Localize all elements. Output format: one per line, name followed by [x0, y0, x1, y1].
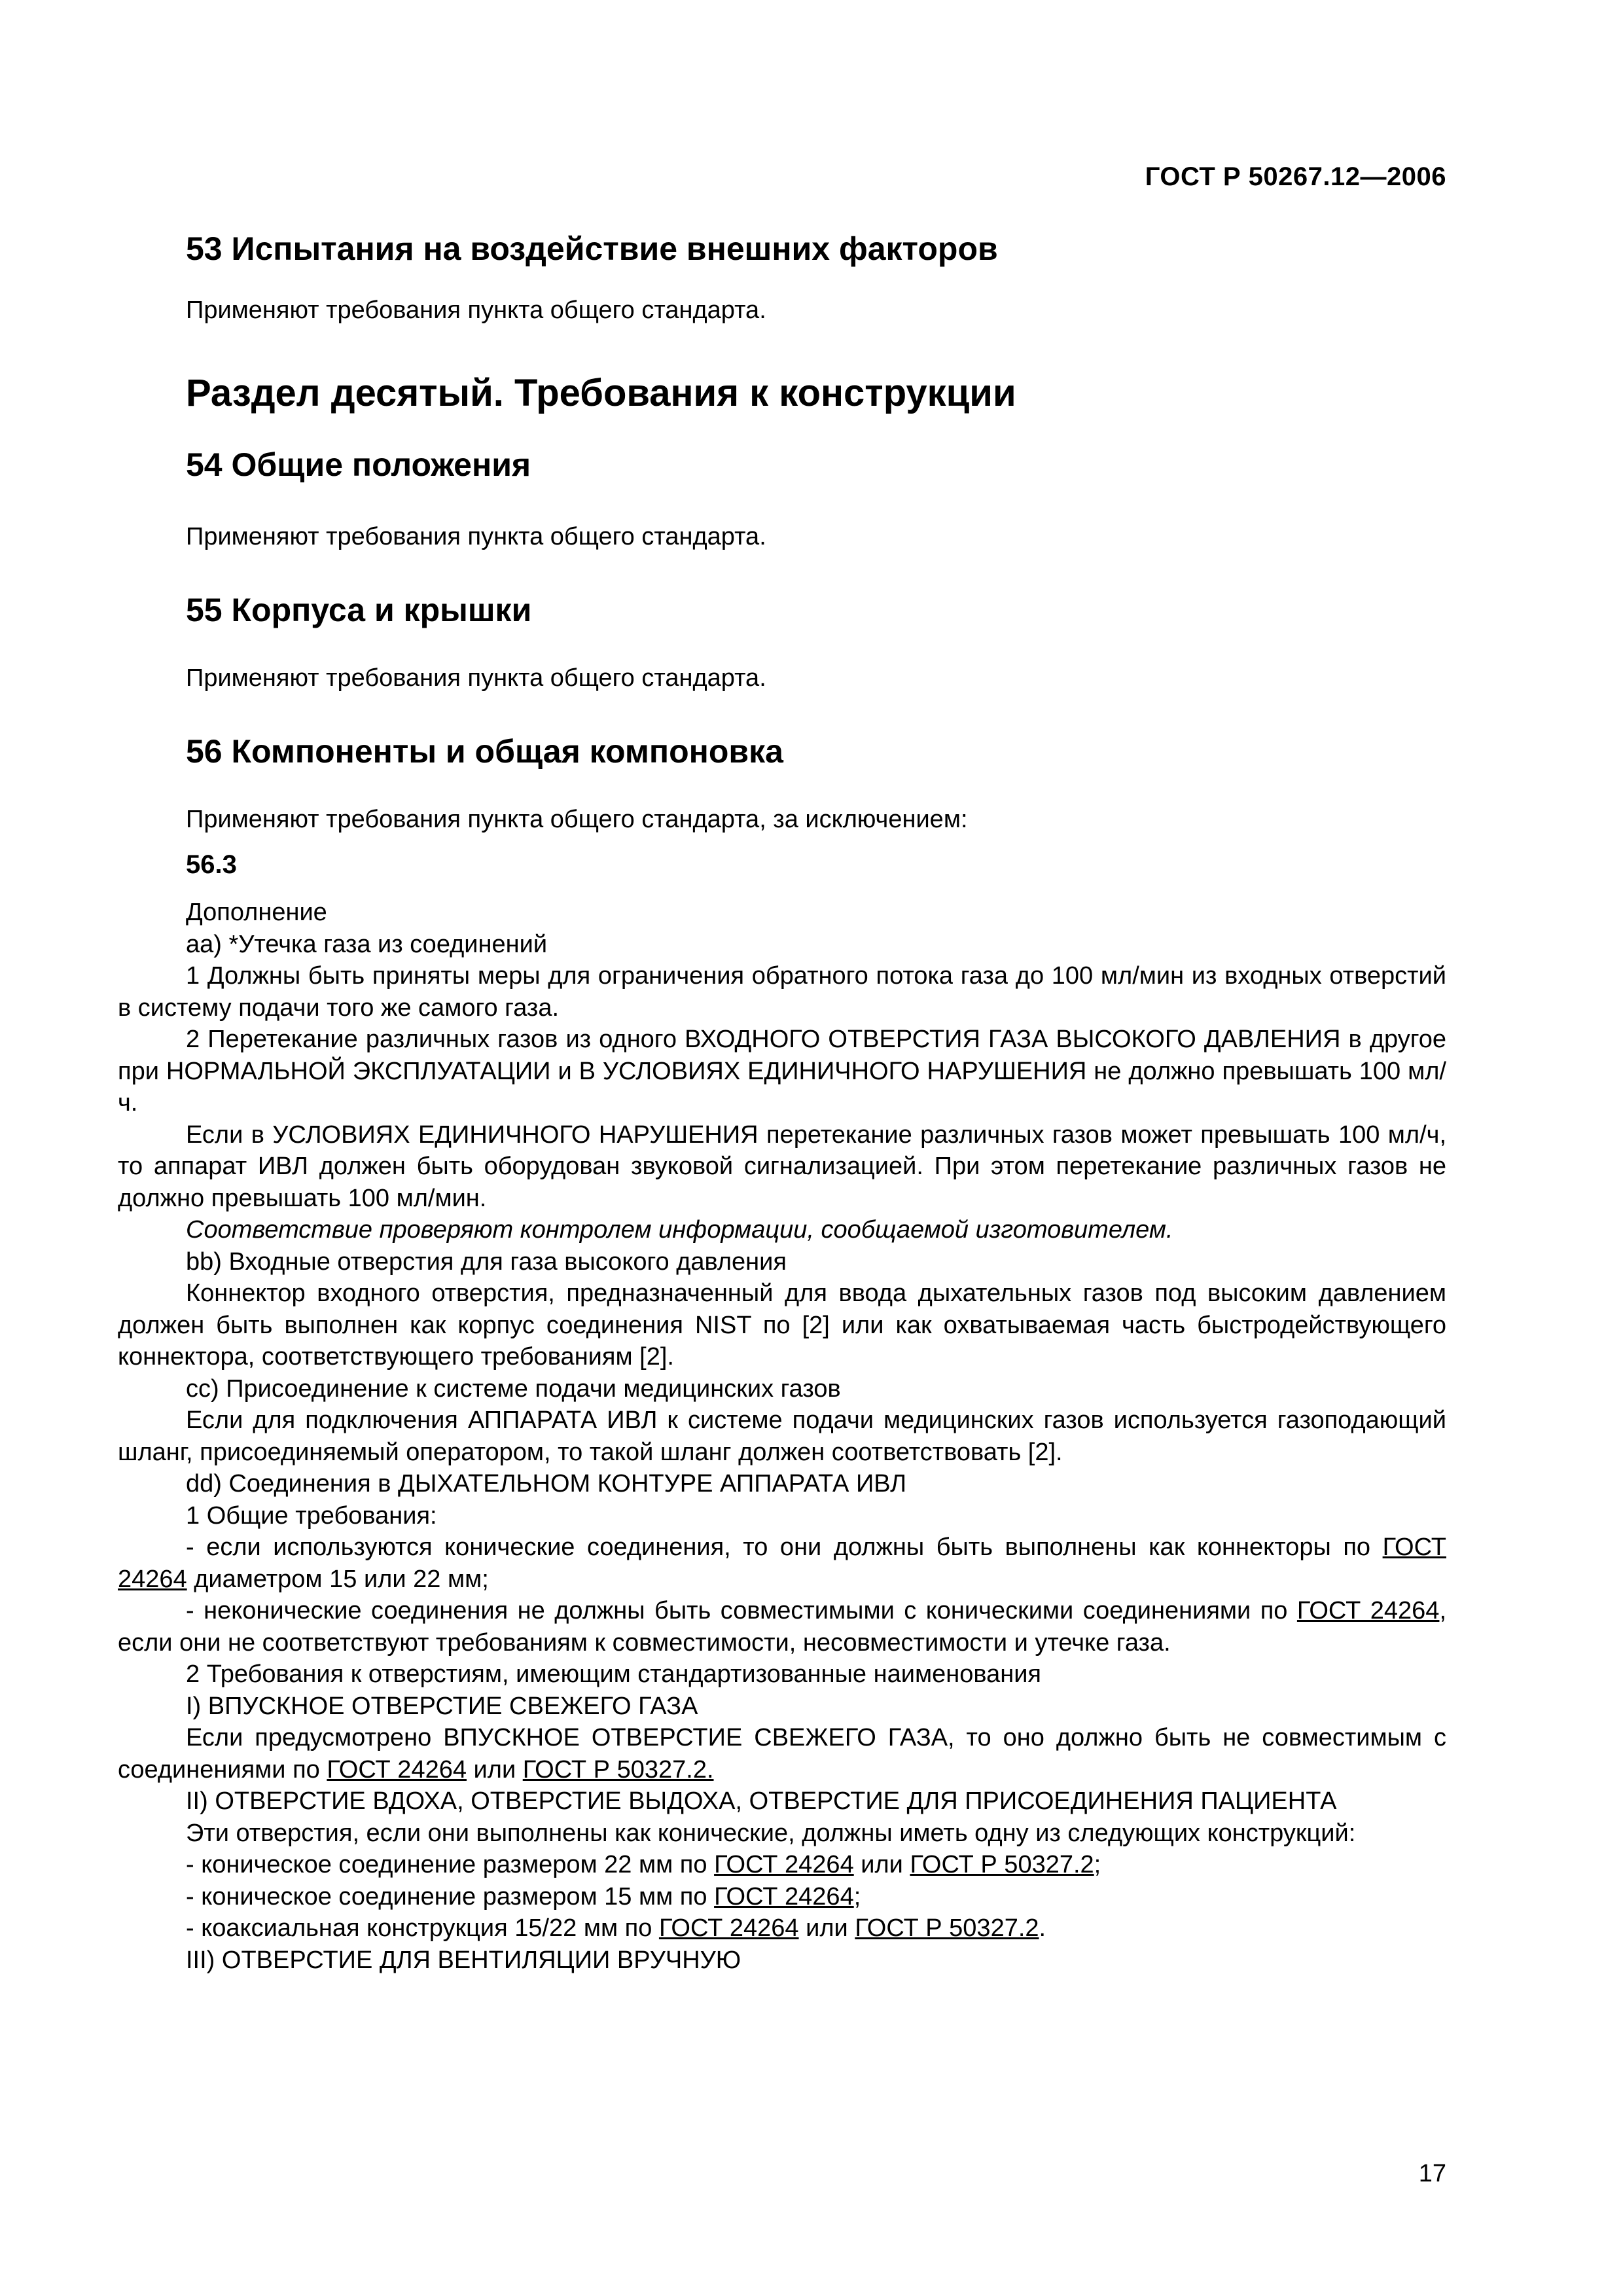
paragraph — [118, 1595, 1446, 1659]
text-run: - коническое соединение размером 15 мм по — [186, 1882, 715, 1910]
paragraph: Если в УСЛОВИЯХ ЕДИНИЧНОГО НАРУШЕНИЯ перетекание различных газов может превышать 100 мл/ч, то аппарат ИВЛ должен быть оборудован звуковой сигнализацией. При этом перетекание различных газов не должно превышать 100 мл/мин. — [118, 1121, 1446, 1212]
compliance-note: Соответствие проверяют контролем информации, сообщаемой изготовителем. — [186, 1216, 1173, 1244]
text-run: или — [466, 1755, 523, 1784]
section-55-title: 55 Корпуса и крышки — [186, 592, 532, 628]
section-56-text: Применяют требования пункта общего стандарта, за исключением: — [186, 806, 968, 833]
text-run: Если предусмотрено ВПУСКНОЕ ОТВЕРСТИЕ СВЕЖЕГО ГАЗА, то оно должно быть не совместимым с соединениями по — [118, 1724, 1446, 1784]
subsection-56-3: 56.3 — [186, 850, 237, 879]
document-number: ГОСТ Р 50267.12—2006 — [1145, 162, 1446, 191]
paragraph: II) ОТВЕРСТИЕ ВДОХА, ОТВЕРСТИЕ ВЫДОХА, ОТВЕРСТИЕ ДЛЯ ПРИСОЕДИНЕНИЯ ПАЦИЕНТА — [186, 1787, 1337, 1815]
paragraph: Эти отверстия, если они выполнены как конические, должны иметь одну из следующих конструкций: — [186, 1819, 1356, 1847]
section-55-text: Применяют требования пункта общего стандарта. — [186, 664, 766, 692]
paragraph: bb) Входные отверстия для газа высокого давления — [186, 1247, 787, 1276]
section-54-title: 54 Общие положения — [186, 446, 531, 483]
paragraph: III) ОТВЕРСТИЕ ДЛЯ ВЕНТИЛЯЦИИ ВРУЧНУЮ — [186, 1946, 741, 1974]
paragraph: аа) *Утечка газа из соединений — [186, 930, 548, 958]
standard-link[interactable]: ГОСТ Р 50327.2 — [910, 1851, 1094, 1878]
text-run: ; — [853, 1882, 861, 1910]
paragraph — [118, 1912, 1446, 1945]
section-56-title: 56 Компоненты и общая компоновка — [186, 733, 783, 770]
text-run: - неконические соединения не должны быть совместимыми с коническими соединениями по — [186, 1597, 1297, 1624]
paragraph: 1 Общие требования: — [186, 1501, 437, 1530]
paragraph: сс) Присоединение к системе подачи медицинских газов — [186, 1374, 841, 1403]
standard-link[interactable]: ГОСТ 24264 — [714, 1882, 854, 1910]
standard-link[interactable]: ГОСТ 24264 — [658, 1914, 799, 1942]
paragraph: 2 Требования к отверстиям, имеющим стандартизованные наименования — [186, 1660, 1042, 1688]
paragraph: Если для подключения АППАРАТА ИВЛ к системе подачи медицинских газов используется газоподающий шланг, присоединяемый оператором, то такой шланг должен соответствовать [2]. — [118, 1407, 1446, 1466]
paragraph: Дополнение — [186, 899, 327, 926]
text-run: . — [1039, 1914, 1046, 1942]
section-53-title: 53 Испытания на воздействие внешних факторов — [186, 230, 998, 267]
paragraph: Коннектор входного отверстия, предназначенный для ввода дыхательных газов под высоким давлением должен быть выполнен как корпус соединения NIST по [2] или как охватываемая часть быстродействующего коннектора, соответствующего требованиям [2]. — [118, 1280, 1446, 1371]
standard-link[interactable]: ГОСТ 24264 — [714, 1851, 854, 1878]
text-run: или — [798, 1914, 855, 1942]
paragraph — [118, 1532, 1446, 1595]
standard-link[interactable]: ГОСТ Р 50327.2. — [522, 1755, 714, 1784]
text-run: ; — [1094, 1851, 1101, 1878]
paragraph — [118, 1849, 1446, 1881]
paragraph — [118, 1722, 1446, 1785]
section-54-text: Применяют требования пункта общего стандарта. — [186, 523, 766, 550]
text-run: или — [853, 1851, 910, 1878]
section-53-text: Применяют требования пункта общего стандарта. — [186, 296, 766, 324]
standard-link[interactable]: ГОСТ Р 50327.2 — [855, 1914, 1039, 1942]
paragraph: I) ВПУСКНОЕ ОТВЕРСТИЕ СВЕЖЕГО ГАЗА — [186, 1692, 698, 1720]
paragraph — [118, 1881, 1446, 1913]
paragraph: dd) Соединения в ДЫХАТЕЛЬНОМ КОНТУРЕ АППАРАТА ИВЛ — [186, 1470, 907, 1498]
page-content — [118, 229, 1446, 1976]
text-run: , если они не соответствуют требованиям к совместимости, несовместимости и утечке газа. — [118, 1597, 1446, 1657]
text-run: - если используются конические соединения, то они должны быть выполнены как коннекторы по — [186, 1534, 1383, 1561]
text-run: - коническое соединение размером 22 мм по — [186, 1851, 715, 1878]
standard-link[interactable]: ГОСТ 24264 — [118, 1534, 1446, 1593]
paragraph: 2 Перетекание различных газов из одного ВХОДНОГО ОТВЕРСТИЯ ГАЗА ВЫСОКОГО ДАВЛЕНИЯ в другое при НОРМАЛЬНОЙ ЭКСПЛУАТАЦИИ и В УСЛОВИЯХ ЕДИНИЧНОГО НАРУШЕНИЯ не должно превышать 100 мл/ч. — [118, 1026, 1446, 1117]
paragraph: 1 Должны быть приняты меры для ограничения обратного потока газа до 100 мл/мин из входных отверстий в систему подачи того же самого газа. — [118, 962, 1446, 1022]
standard-link[interactable]: ГОСТ 24264 — [1296, 1597, 1440, 1624]
text-run: - коаксиальная конструкция 15/22 мм по — [186, 1914, 659, 1942]
subsection-56-3-body — [118, 897, 1446, 1976]
page-number: 17 — [1418, 2160, 1446, 2187]
part-10-title: Раздел десятый. Требования к конструкции — [186, 372, 1016, 414]
text-run: диаметром 15 или 22 мм; — [187, 1565, 489, 1593]
standard-link[interactable]: ГОСТ 24264 — [327, 1755, 467, 1784]
